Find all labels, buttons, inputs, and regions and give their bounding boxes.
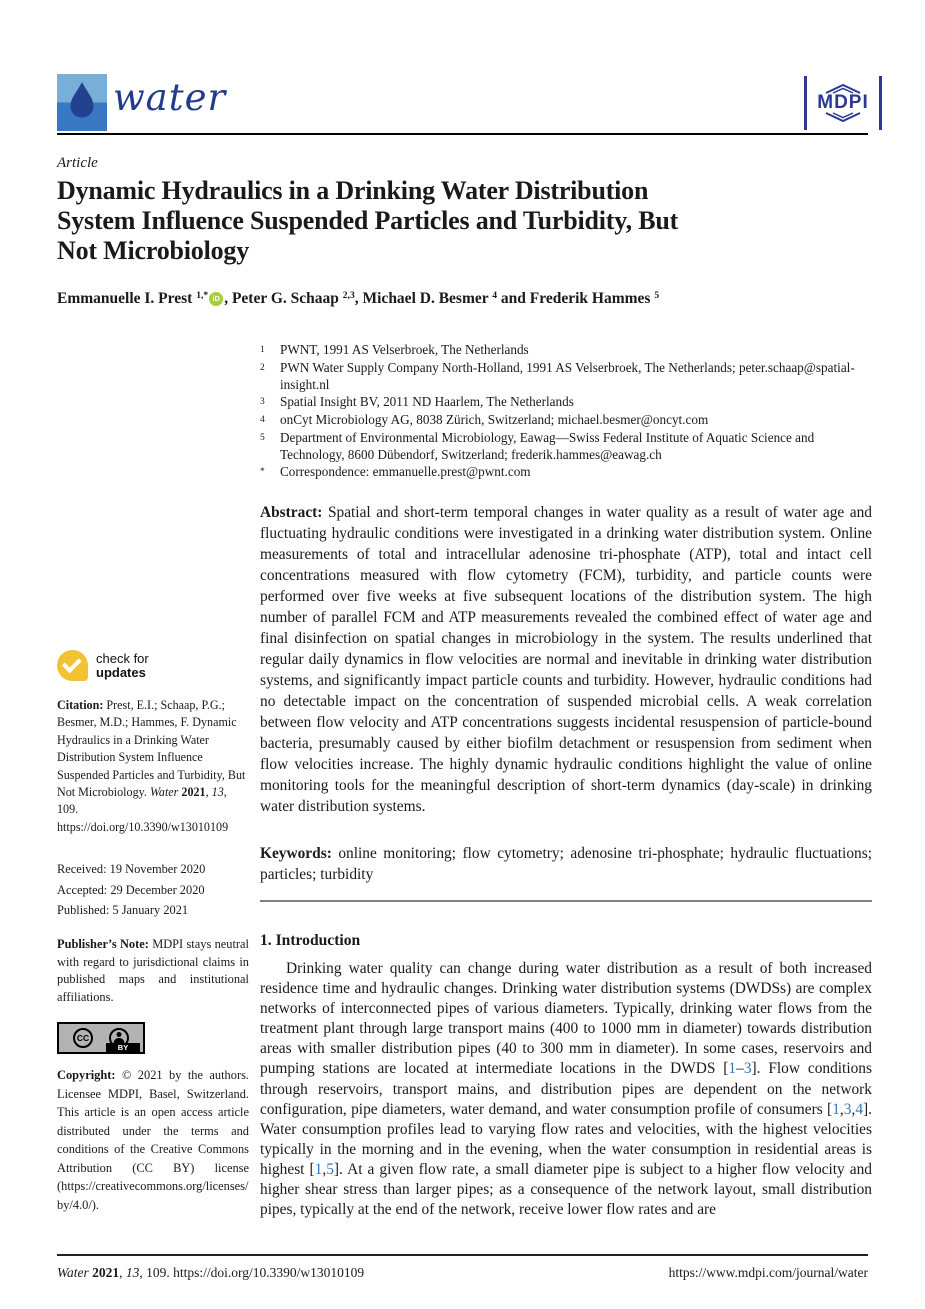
affiliation-item xyxy=(260,393,872,411)
affiliation-item-correspondence xyxy=(260,463,872,481)
intro-text: , xyxy=(322,1160,327,1178)
affiliation-text: Spatial Insight BV, 2011 ND Haarlem, The Netherlands xyxy=(280,394,574,409)
affiliation-marker: 4 xyxy=(260,415,265,425)
copyright-block xyxy=(57,1066,249,1214)
affiliation-marker: 1 xyxy=(260,345,265,355)
intro-text: – xyxy=(736,1060,744,1078)
author-name: , Peter G. Schaap xyxy=(224,290,343,307)
footer-journal-url[interactable]: https://www.mdpi.com/journal/water xyxy=(668,1265,868,1280)
citation-journal: Water xyxy=(149,785,182,800)
cc-by-license-badge[interactable] xyxy=(57,1022,145,1054)
mdpi-logo xyxy=(804,76,882,130)
intro-paragraph xyxy=(260,959,872,1220)
citation-block xyxy=(57,697,249,836)
intro-text: , xyxy=(851,1100,856,1118)
accepted-date: Accepted: 29 December 2020 xyxy=(57,882,205,897)
affiliation-item xyxy=(260,429,872,463)
intro-text: , xyxy=(839,1100,844,1118)
ref-link[interactable]: 1 xyxy=(314,1160,323,1178)
abstract-text: Spatial and short-term temporal changes in water quality as a result of water age and fluctuating hydraulic conditions were investigated in a drinking water distribution system. Online measurements of total and intracellular adenosine tri-phosphate (ATP), total and intact cell concentrations measured with flow cytometry (FCM), turbidity, and particle counts were performed over five weeks at five subsequent locations of the distribution system. The high number of parallel FCM and ATP measurements revealed the combined effect of water age and final disinfection on spatial changes in microbiology in the system. The results underlined that regular daily dynamics in flow velocities are normal and inevitable in drinking water distribution systems, and significantly impact particle counts and turbidity. However, hydraulic conditions had no detectable impact on the concentration of suspended microbial cells. A weak correlation between flow velocity and ATP concentrations suggests incidental resuspension of particle-bound bacteria, presumably caused by either biofilm detachment or resuspension from sediment when flow velocities increase. The highly dynamic hydraulic conditions highlight the value of online monitoring tools for the meaningful description of short-term dynamics (day-scale) in drinking water distribution systems. xyxy=(260,504,873,815)
affiliation-text: Department of Environmental Microbiology, Eawag—Swiss Federal Institute of Aquatic Science and Technology, 8600 Dübendorf, Switzerland; frederik.hammes@eawag.ch xyxy=(280,430,815,462)
citation-doi-link[interactable]: https://doi.org/10.3390/w13010109 xyxy=(57,819,229,834)
author-name: and Frederik Hammes xyxy=(497,290,655,307)
affiliation-marker: 2 xyxy=(260,363,265,373)
intro-text: ]. At a given flow rate, a small diameter pipe is subject to a higher flow velocity and higher shear stress than larger pipes; as a consequence of the network layout, small distribution pipes, typically at the end of the network, receive lower flow rates and are xyxy=(260,1160,872,1219)
keywords-text: online monitoring; flow cytometry; adenosine tri-phosphate; hydraulic fluctuations; particles; turbidity xyxy=(260,845,872,883)
main-column xyxy=(260,341,872,1220)
citation-pages: , 109. xyxy=(57,785,227,817)
affiliation-marker: 5 xyxy=(260,433,265,443)
footer-doi-link[interactable]: https://doi.org/10.3390/w13010109 xyxy=(173,1265,365,1280)
check-for-updates-badge[interactable] xyxy=(57,650,249,681)
orcid-icon[interactable]: iD xyxy=(209,292,223,306)
author-affiliation-sup: 4 xyxy=(492,290,498,302)
article-type-label: Article xyxy=(57,155,98,171)
cc-icon: CC xyxy=(73,1028,93,1048)
correspondence-text: Correspondence: emmanuelle.prest@pwnt.com xyxy=(280,464,531,479)
water-journal-logo xyxy=(57,74,107,131)
abstract-label: Abstract: xyxy=(260,504,328,521)
citation-text: , xyxy=(205,785,212,800)
ref-link[interactable]: 1 xyxy=(728,1060,737,1078)
author-affiliation-sup: 2,3 xyxy=(342,290,355,302)
publisher-note-text: MDPI stays neutral with regard to jurisdictional claims in published maps and institutional affiliations. xyxy=(57,937,249,1004)
copyright-label: Copyright: xyxy=(57,1068,122,1082)
affiliation-marker: 3 xyxy=(260,397,265,407)
author-affiliation-sup: 5 xyxy=(654,290,660,302)
cc-by-label: BY xyxy=(106,1043,140,1053)
affiliation-marker: * xyxy=(260,467,265,477)
intro-text: ]. Water consumption profiles lead to varying flow rates and velocities, with the highest velocities typically in the morning and in the evening, when the water consumption in residential areas is highest [ xyxy=(260,1100,872,1178)
ref-link[interactable]: 1 xyxy=(832,1100,840,1118)
affiliation-text: onCyt Microbiology AG, 8038 Zürich, Switzerland; michael.besmer@oncyt.com xyxy=(280,412,709,427)
abstract-paragraph xyxy=(260,502,872,817)
keywords-paragraph xyxy=(260,843,872,885)
received-date: Received: 19 November 2020 xyxy=(57,862,206,876)
intro-text: ]. Flow conditions through reservoirs, transport mains, and distribution pipes are dependent on the network configuration, pipe diameters, water demand, and water consumption profile of consumers [ xyxy=(260,1060,872,1118)
footer-year: 2021 xyxy=(92,1265,120,1280)
journal-name: water xyxy=(113,76,227,119)
citation-year: 2021 xyxy=(181,785,206,800)
mdpi-logo-bottom-ornament xyxy=(823,112,863,123)
citation-label: Citation: xyxy=(57,698,107,712)
ref-link[interactable]: 3 xyxy=(743,1060,752,1078)
citation-text: Prest, E.I.; Schaap, P.G.; Besmer, M.D.; Hammes, F. Dynamic Hydraulics in a Drinking Water Distribution System Influence Suspended Particles and Turbidity, But Not Microbiology. xyxy=(57,698,246,800)
affiliation-item xyxy=(260,341,872,359)
ref-link[interactable]: 4 xyxy=(855,1100,864,1118)
footer-journal: Water xyxy=(57,1265,93,1280)
citation-volume: 13 xyxy=(211,785,224,800)
ref-link[interactable]: 3 xyxy=(843,1100,852,1118)
water-drop-icon xyxy=(57,74,107,131)
author-affiliation-sup: 1,* xyxy=(196,290,209,302)
check-for-updates-line2: updates xyxy=(96,664,146,680)
check-for-updates-line1: check for xyxy=(96,650,149,666)
column-divider xyxy=(260,900,872,902)
footer-citation xyxy=(57,1265,364,1281)
footer-pages: , 109. xyxy=(139,1265,174,1280)
intro-text: Drinking water quality can change during water distribution as a result of both increased residence time and hydraulic changes. Drinking water distribution systems (DWDSs) are complex networks of interconnected pipes of various diameters. Typically, drinking water flows from the treatment plant through large transport mains (400 to 1000 mm in diameter) towards distribution areas with smaller distribution pipes (40 to 300 mm in diameter). In some cases, reservoirs and pumping stations are located at intermediate locations in the DWDS [ xyxy=(260,960,872,1078)
keywords-label: Keywords: xyxy=(260,845,339,862)
check-for-updates-label xyxy=(96,652,149,680)
publisher-note xyxy=(57,936,249,1006)
authors-line xyxy=(57,290,857,308)
copyright-text: © 2021 by the authors. Licensee MDPI, Basel, Switzerland. This article is an open access article distributed under the terms and conditions of the Creative Commons Attribution (CC BY) license (https://creativecommons.org/licenses/by/4.0/). xyxy=(57,1068,249,1212)
affiliation-text: PWNT, 1991 AS Velserbroek, The Netherlands xyxy=(280,342,529,357)
affiliation-item xyxy=(260,359,872,393)
check-icon xyxy=(57,650,88,681)
affiliation-text: PWN Water Supply Company North-Holland, 1991 AS Velserbroek, The Netherlands; peter.schaap@spatial-insight.nl xyxy=(280,360,855,392)
dates-block xyxy=(57,859,249,921)
footer-volume: 13 xyxy=(125,1265,140,1280)
published-date: Published: 5 January 2021 xyxy=(57,903,189,917)
section-heading: 1. Introduction xyxy=(260,932,361,949)
header-divider xyxy=(57,133,868,135)
mdpi-logo-text: MDPI xyxy=(817,92,869,113)
author-name: , Michael D. Besmer xyxy=(354,290,493,307)
footer-divider xyxy=(57,1254,868,1256)
publisher-note-label: Publisher’s Note: xyxy=(57,937,153,951)
author-name: Emmanuelle I. Prest xyxy=(57,290,197,307)
affiliation-item xyxy=(260,411,872,429)
page-title: Dynamic Hydraulics in a Drinking Water Distribution System Influence Suspended Particles and Turbidity, But Not Microbiology xyxy=(57,176,679,265)
ref-link[interactable]: 5 xyxy=(326,1160,334,1178)
footer-text: , xyxy=(119,1265,126,1280)
affiliation-list xyxy=(260,341,872,481)
